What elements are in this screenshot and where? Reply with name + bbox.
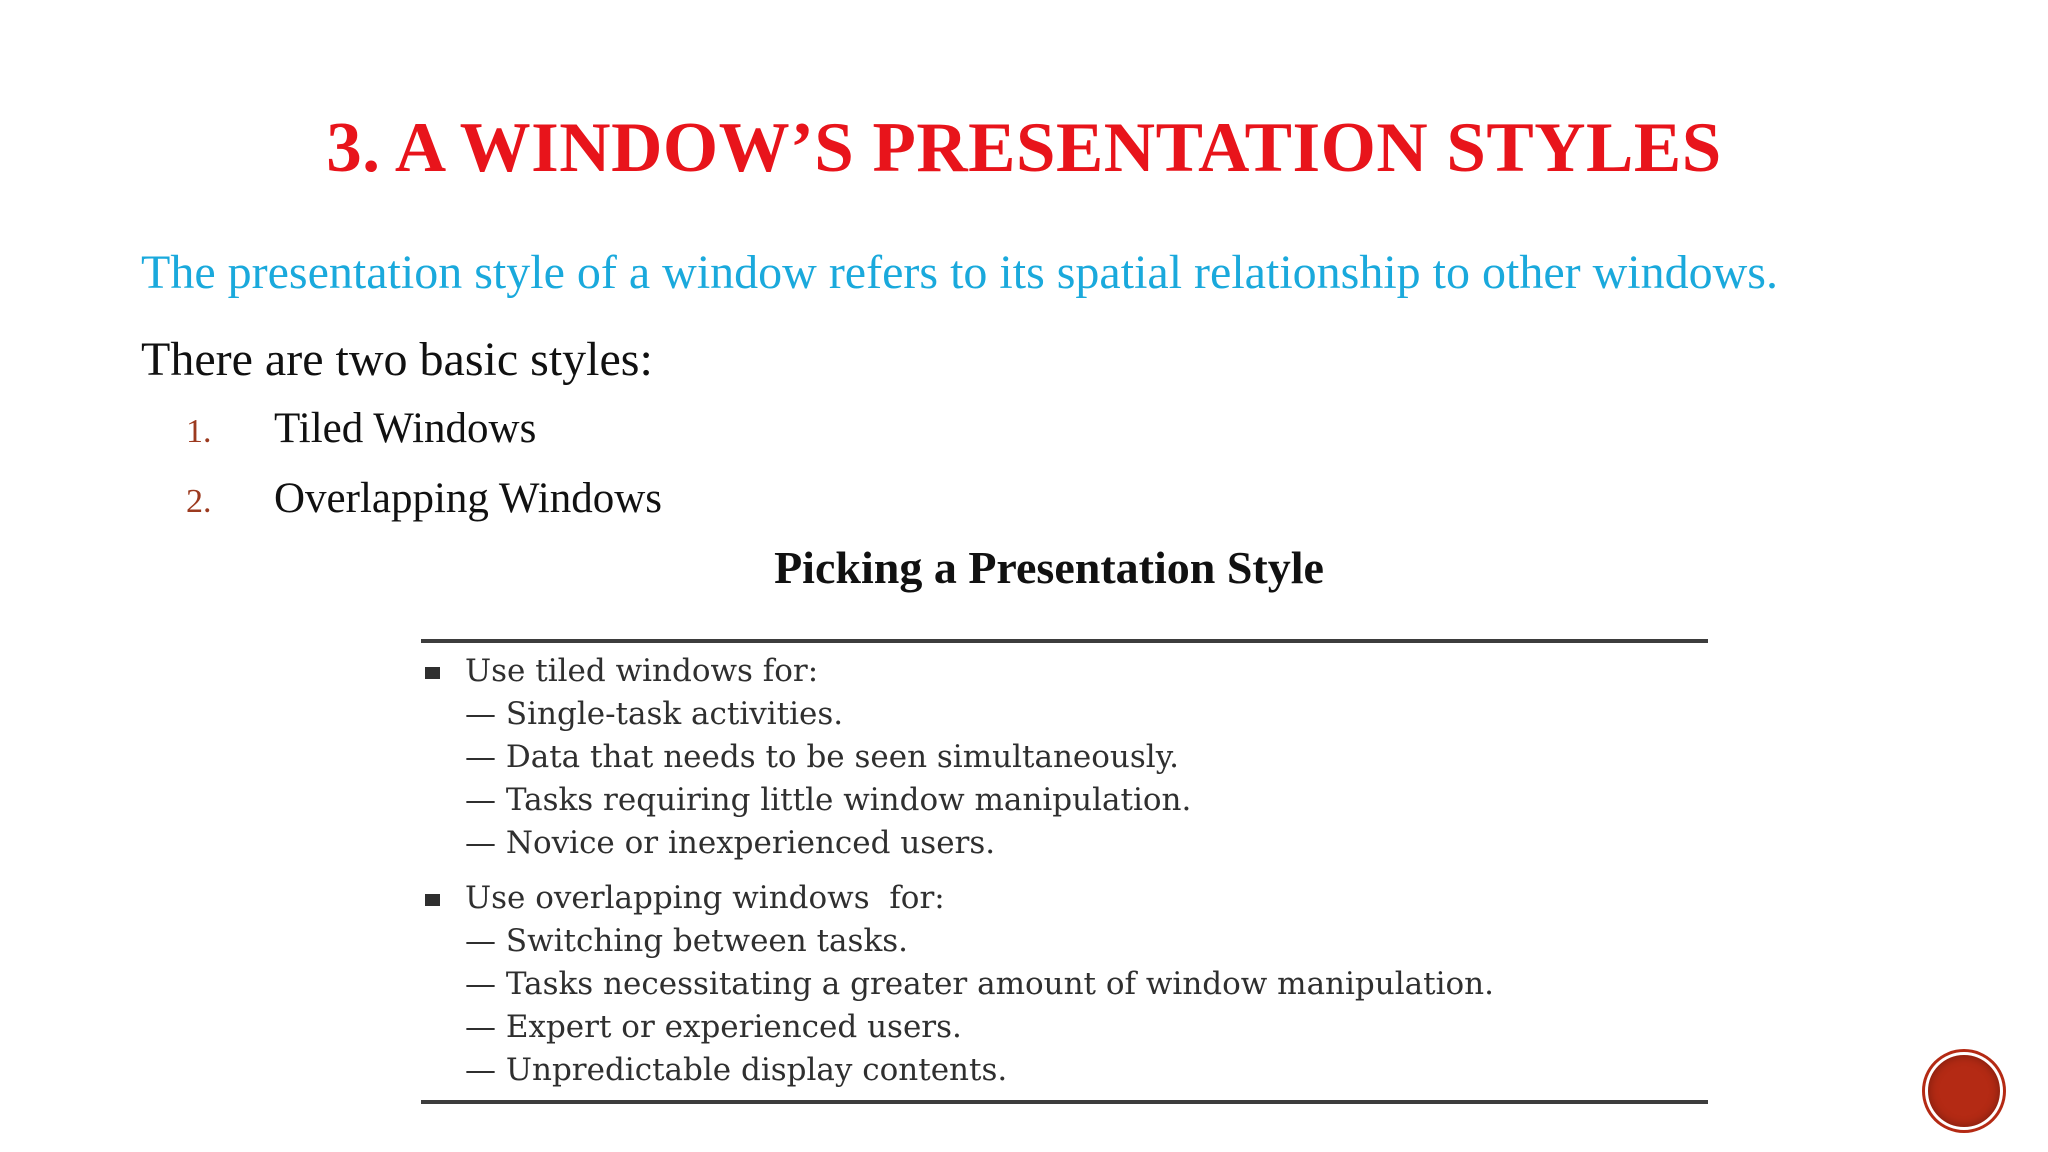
guideline-item: — Tasks requiring little window manipulation. xyxy=(465,782,1192,818)
guideline-item: — Expert or experienced users. xyxy=(465,1009,962,1045)
guideline-item: — Unpredictable display contents. xyxy=(465,1052,1008,1088)
guideline-item: — Data that needs to be seen simultaneously. xyxy=(465,739,1179,775)
guideline-heading-text: Use tiled windows for: xyxy=(465,653,819,689)
figure-bottom-rule xyxy=(421,1100,1708,1104)
lead-text: There are two basic styles: xyxy=(141,333,653,386)
slide-nav-circle-icon[interactable] xyxy=(1925,1052,2003,1130)
slide-title: 3. A WINDOW’S PRESENTATION STYLES xyxy=(326,109,1722,187)
style-item-tiled xyxy=(186,404,536,457)
guideline-item: — Switching between tasks. xyxy=(465,923,908,959)
figure-guidelines xyxy=(421,650,1708,1092)
guideline-item: — Tasks necessitating a greater amount of window manipulation. xyxy=(465,966,1494,1002)
figure-top-rule xyxy=(421,639,1708,643)
guideline-heading xyxy=(421,650,1708,693)
guideline-heading-text: Use overlapping windows for: xyxy=(465,880,945,916)
intro-text: The presentation style of a window refers to its spatial relationship to other windows. xyxy=(141,246,1778,299)
black-square-icon xyxy=(425,667,440,679)
guideline-heading xyxy=(421,877,1708,920)
style-item-number: 2. xyxy=(186,483,212,520)
guideline-group-tiled xyxy=(421,650,1708,865)
style-item-overlapping xyxy=(186,474,662,527)
figure-title: Picking a Presentation Style xyxy=(774,542,1324,593)
guideline-item: — Novice or inexperienced users. xyxy=(465,825,996,861)
guideline-group-overlapping xyxy=(421,877,1708,1092)
guideline-item: — Single-task activities. xyxy=(465,696,844,732)
style-item-number: 1. xyxy=(186,413,212,450)
style-item-label: Overlapping Windows xyxy=(274,475,663,522)
style-item-label: Tiled Windows xyxy=(274,405,537,452)
black-square-icon xyxy=(425,894,440,906)
